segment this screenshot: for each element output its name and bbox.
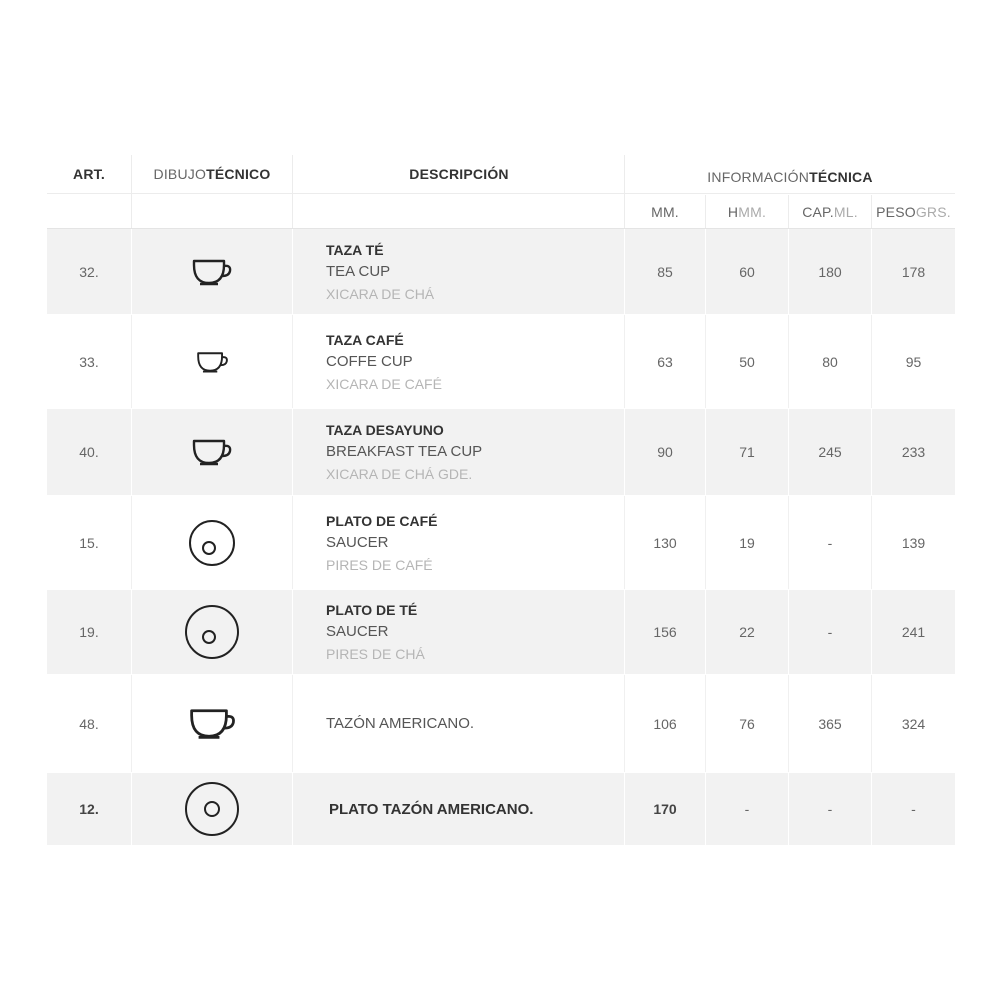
description-cell	[293, 409, 658, 495]
art-number: 15.	[79, 534, 99, 551]
cup-icon	[187, 706, 238, 741]
row-vsep	[788, 496, 789, 589]
row-vsep	[624, 315, 625, 408]
row-vsep	[624, 409, 625, 495]
col-description-label: DESCRIPCIÓN	[409, 166, 509, 182]
art-cell	[47, 315, 131, 408]
table-row	[47, 675, 955, 773]
row-vsep	[705, 229, 706, 314]
row-vsep	[871, 496, 872, 589]
sub-mm-label: MM.	[651, 203, 679, 220]
description-english: SAUCER	[326, 623, 389, 640]
capacity-cell	[789, 496, 871, 589]
sub-peso-header	[872, 195, 955, 228]
row-vsep	[624, 675, 625, 772]
description-text: TAZÓN AMERICANO.	[326, 715, 475, 732]
capacity-cell	[789, 409, 871, 495]
row-vsep	[788, 409, 789, 495]
row-vsep	[705, 590, 706, 674]
cup-icon	[190, 257, 234, 287]
mm-cell	[625, 590, 705, 674]
mm-value: 156	[653, 624, 677, 640]
header-vsep	[292, 155, 293, 228]
sub-h-header	[706, 195, 788, 228]
table-row	[47, 773, 955, 846]
row-vsep	[292, 496, 293, 589]
art-cell	[47, 590, 131, 674]
description-spanish: TAZA DESAYUNO	[326, 422, 444, 438]
description-english: SAUCER	[326, 533, 389, 551]
row-vsep	[292, 590, 293, 674]
description-portuguese: XICARA DE CHÁ GDE.	[326, 466, 473, 482]
mm-value: 90	[657, 444, 673, 460]
description-text: PLATO TAZÓN AMERICANO.	[329, 800, 534, 818]
sub-peso-unit: GRS.	[915, 203, 951, 220]
row-vsep	[624, 590, 625, 674]
col-description-header	[293, 155, 625, 193]
col-info-label-bold: TÉCNICA	[809, 169, 873, 185]
row-vsep	[705, 675, 706, 772]
mm-cell	[625, 229, 705, 314]
mm-cell	[625, 315, 705, 408]
description-english: BREAKFAST TEA CUP	[326, 443, 483, 460]
description-lines	[326, 419, 482, 485]
sub-h-unit: MM.	[738, 203, 767, 220]
header-vsep	[131, 155, 132, 228]
description-portuguese: PIRES DE CAFÉ	[326, 556, 433, 573]
row-vsep	[788, 773, 789, 845]
saucer-icon	[184, 781, 240, 837]
row-vsep	[871, 590, 872, 674]
col-info-label-light: INFORMACIÓN	[707, 169, 810, 185]
description-portuguese: PIRES DE CHÁ	[326, 646, 425, 662]
description-cell	[293, 590, 658, 674]
mm-value: 130	[653, 534, 677, 551]
height-value: 71	[739, 444, 755, 460]
drawing-cell	[132, 496, 292, 589]
sub-h-label: H	[727, 203, 739, 220]
table-header	[47, 155, 955, 229]
description-spanish: TAZA CAFÉ	[326, 331, 404, 348]
height-cell	[706, 590, 788, 674]
header-vsep	[871, 195, 872, 228]
art-cell	[47, 773, 131, 845]
art-cell	[47, 229, 131, 314]
description-cell	[293, 315, 658, 408]
sub-mm-header	[625, 195, 705, 228]
description-lines	[326, 599, 425, 665]
weight-value: 95	[905, 353, 922, 370]
description-spanish: PLATO DE CAFÉ	[326, 512, 438, 529]
capacity-cell	[789, 675, 871, 772]
height-cell	[706, 409, 788, 495]
weight-value: 233	[901, 444, 926, 460]
row-vsep	[705, 409, 706, 495]
weight-value: 139	[901, 534, 926, 551]
art-number: 32.	[79, 263, 99, 280]
weight-value: -	[911, 801, 916, 817]
description-spanish: PLATO DE TÉ	[326, 602, 418, 618]
sub-cap-unit: ML.	[833, 203, 858, 220]
mm-cell	[625, 773, 705, 845]
description-lines	[326, 329, 442, 395]
capacity-value: -	[827, 801, 833, 817]
height-cell	[706, 496, 788, 589]
height-value: 76	[739, 715, 755, 732]
saucer-icon	[188, 519, 236, 567]
mm-value: 63	[657, 353, 673, 370]
col-art-label: ART.	[73, 166, 105, 182]
height-value: 22	[739, 624, 755, 640]
table-row	[47, 229, 955, 315]
row-vsep	[624, 496, 625, 589]
drawing-cell	[132, 315, 292, 408]
weight-value: 324	[901, 715, 926, 732]
capacity-value: -	[827, 534, 833, 551]
weight-value: 178	[901, 263, 926, 280]
capacity-value: 245	[818, 444, 842, 460]
art-cell	[47, 675, 131, 772]
height-value: 50	[739, 353, 755, 370]
weight-cell	[872, 229, 955, 314]
art-number: 19.	[79, 624, 99, 640]
drawing-cell	[132, 409, 292, 495]
col-drawing-header	[132, 155, 292, 193]
height-value: -	[744, 801, 750, 817]
row-vsep	[788, 229, 789, 314]
row-vsep	[871, 773, 872, 845]
row-vsep	[131, 773, 132, 845]
col-drawing-label-bold: TÉCNICO	[206, 166, 271, 182]
weight-cell	[872, 496, 955, 589]
art-number: 12.	[79, 801, 99, 817]
capacity-cell	[789, 590, 871, 674]
mm-value: 106	[653, 715, 677, 732]
weight-cell	[872, 409, 955, 495]
drawing-cell	[132, 773, 292, 845]
capacity-cell	[789, 315, 871, 408]
table-row	[47, 409, 955, 496]
description-cell	[293, 773, 661, 845]
height-value: 19	[739, 534, 755, 551]
row-vsep	[131, 315, 132, 408]
spec-table	[47, 155, 955, 846]
cup-icon	[190, 437, 234, 467]
saucer-icon	[184, 604, 240, 660]
col-info-header	[625, 157, 955, 197]
row-vsep	[292, 409, 293, 495]
weight-value: 241	[901, 624, 926, 640]
row-vsep	[292, 229, 293, 314]
description-cell	[293, 229, 658, 314]
weight-cell	[872, 675, 955, 772]
description-cell	[293, 675, 658, 772]
cup-icon	[195, 350, 230, 374]
description-english: TEA CUP	[326, 262, 391, 280]
row-vsep	[871, 229, 872, 314]
drawing-cell	[132, 229, 292, 314]
row-vsep	[624, 773, 625, 845]
art-cell	[47, 409, 131, 495]
weight-cell	[872, 773, 955, 845]
mm-cell	[625, 409, 705, 495]
height-cell	[706, 675, 788, 772]
capacity-value: -	[827, 624, 833, 640]
sub-cap-label: CAP.	[802, 203, 834, 220]
description-portuguese: XICARA DE CHÁ	[326, 285, 435, 302]
mm-value: 170	[653, 801, 677, 817]
mm-value: 85	[657, 263, 673, 280]
capacity-value: 180	[818, 263, 842, 280]
drawing-cell	[132, 590, 292, 674]
height-cell	[706, 315, 788, 408]
description-english: COFFE CUP	[326, 352, 413, 370]
row-vsep	[705, 315, 706, 408]
drawing-cell	[132, 675, 292, 772]
art-number: 48.	[79, 715, 99, 732]
row-vsep	[871, 315, 872, 408]
mm-cell	[625, 496, 705, 589]
description-portuguese: XICARA DE CAFÉ	[326, 375, 442, 392]
art-number: 40.	[79, 444, 99, 460]
art-cell	[47, 496, 131, 589]
row-vsep	[788, 590, 789, 674]
height-cell	[706, 773, 788, 845]
capacity-value: 80	[822, 353, 838, 370]
row-vsep	[131, 590, 132, 674]
weight-cell	[872, 315, 955, 408]
header-divider	[47, 193, 955, 194]
row-vsep	[705, 773, 706, 845]
row-vsep	[131, 229, 132, 314]
row-vsep	[131, 496, 132, 589]
header-vsep	[624, 155, 625, 228]
description-lines	[326, 239, 434, 305]
row-vsep	[292, 773, 293, 845]
row-vsep	[788, 675, 789, 772]
mm-cell	[625, 675, 705, 772]
table-row	[47, 496, 955, 590]
table-row	[47, 590, 955, 675]
col-drawing-label-light: DIBUJO	[153, 166, 207, 182]
description-lines	[326, 510, 438, 576]
row-vsep	[871, 675, 872, 772]
row-vsep	[292, 675, 293, 772]
capacity-cell	[789, 773, 871, 845]
height-value: 60	[739, 263, 755, 280]
col-art-header	[47, 155, 131, 193]
header-vsep	[705, 195, 706, 228]
table-body	[47, 229, 955, 846]
description-cell	[293, 496, 658, 589]
height-cell	[706, 229, 788, 314]
row-vsep	[871, 409, 872, 495]
sub-cap-header	[789, 195, 871, 228]
weight-cell	[872, 590, 955, 674]
row-vsep	[292, 315, 293, 408]
sub-peso-label: PESO	[876, 203, 916, 220]
capacity-cell	[789, 229, 871, 314]
row-vsep	[624, 229, 625, 314]
row-vsep	[788, 315, 789, 408]
row-vsep	[131, 409, 132, 495]
table-row	[47, 315, 955, 409]
capacity-value: 365	[818, 715, 842, 732]
row-vsep	[131, 675, 132, 772]
row-vsep	[705, 496, 706, 589]
art-number: 33.	[79, 353, 99, 370]
description-spanish: TAZA TÉ	[326, 241, 384, 258]
header-vsep	[788, 195, 789, 228]
